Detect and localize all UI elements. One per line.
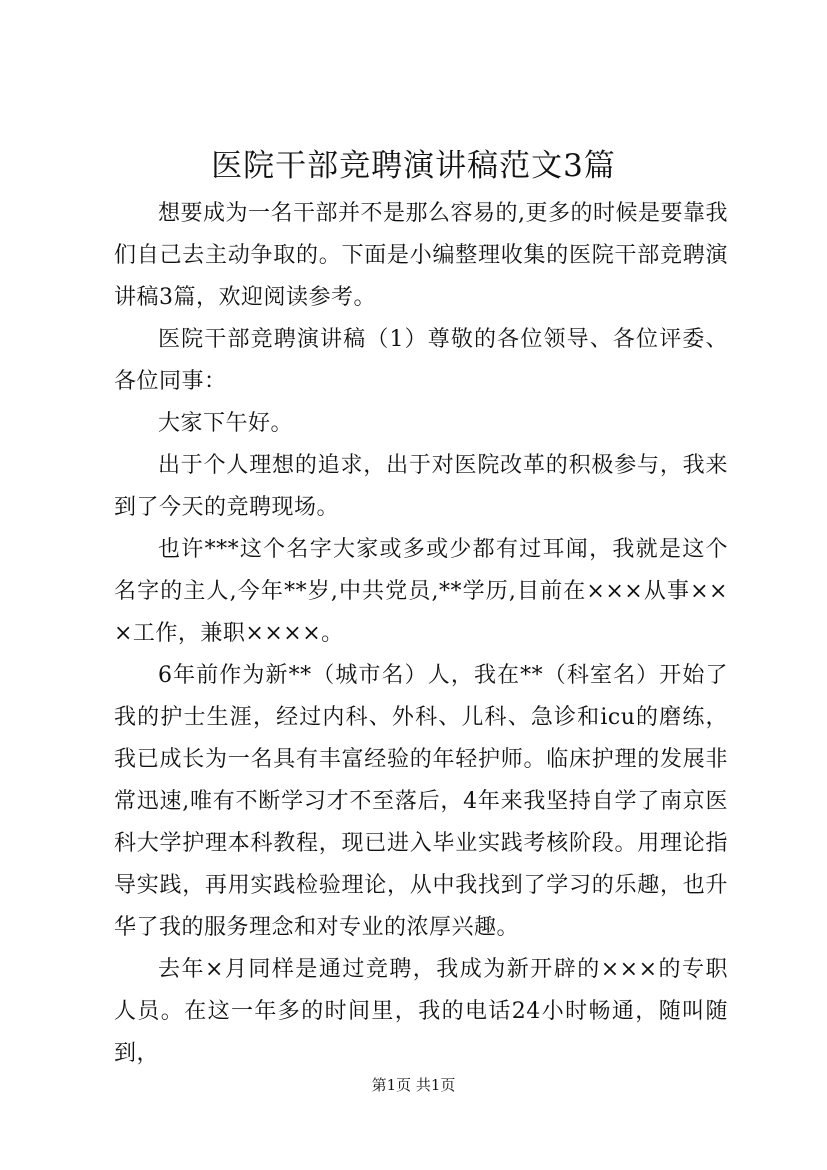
paragraph-salutation: 医院干部竞聘演讲稿（1）尊敬的各位领导、各位评委、各位同事： — [114, 327, 728, 394]
paragraph-greeting: 大家下午好。 — [158, 411, 294, 436]
paragraph-motivation: 出于个人理想的追求，出于对医院改革的积极参与，我来到了今天的竞聘现场。 — [114, 453, 728, 520]
paragraph-experience: 6年前作为新**（城市名）人，我在**（科室名）开始了我的护士生涯，经过内科、外科、儿科、急诊和icu的磨练，我已成长为一名具有丰富经验的年轻护师。临床护理的发展非常迅速,唯有不断学习才不至落后，4年来我坚持自学了南京医科大学护理本科教程，现已进入毕业实践考核阶段。用理论指导实践，再用实践检验理论，从中我找到了学习的乐趣，也升华了我的服务理念和对专业的浓厚兴趣。 — [114, 663, 728, 940]
paragraph-last-year: 去年×月同样是通过竞聘，我成为新开辟的×××的专职人员。在这一年多的时间里，我的电话24小时畅通，随叫随到， — [114, 957, 728, 1066]
paragraph-self-intro: 也许***这个名字大家或多或少都有过耳闻，我就是这个名字的主人,今年**岁,中共党员,**学历,目前在×××从事×××工作，兼职××××。 — [114, 537, 728, 646]
page-number-footer: 第1页 共1页 — [371, 1076, 456, 1094]
document-body — [114, 193, 728, 1075]
paragraph-intro: 想要成为一名干部并不是那么容易的,更多的时候是要靠我们自己去主动争取的。下面是小编整理收集的医院干部竞聘演讲稿3篇，欢迎阅读参考。 — [114, 201, 728, 310]
document-title: 医院干部竞聘演讲稿范文3篇 — [211, 148, 616, 184]
